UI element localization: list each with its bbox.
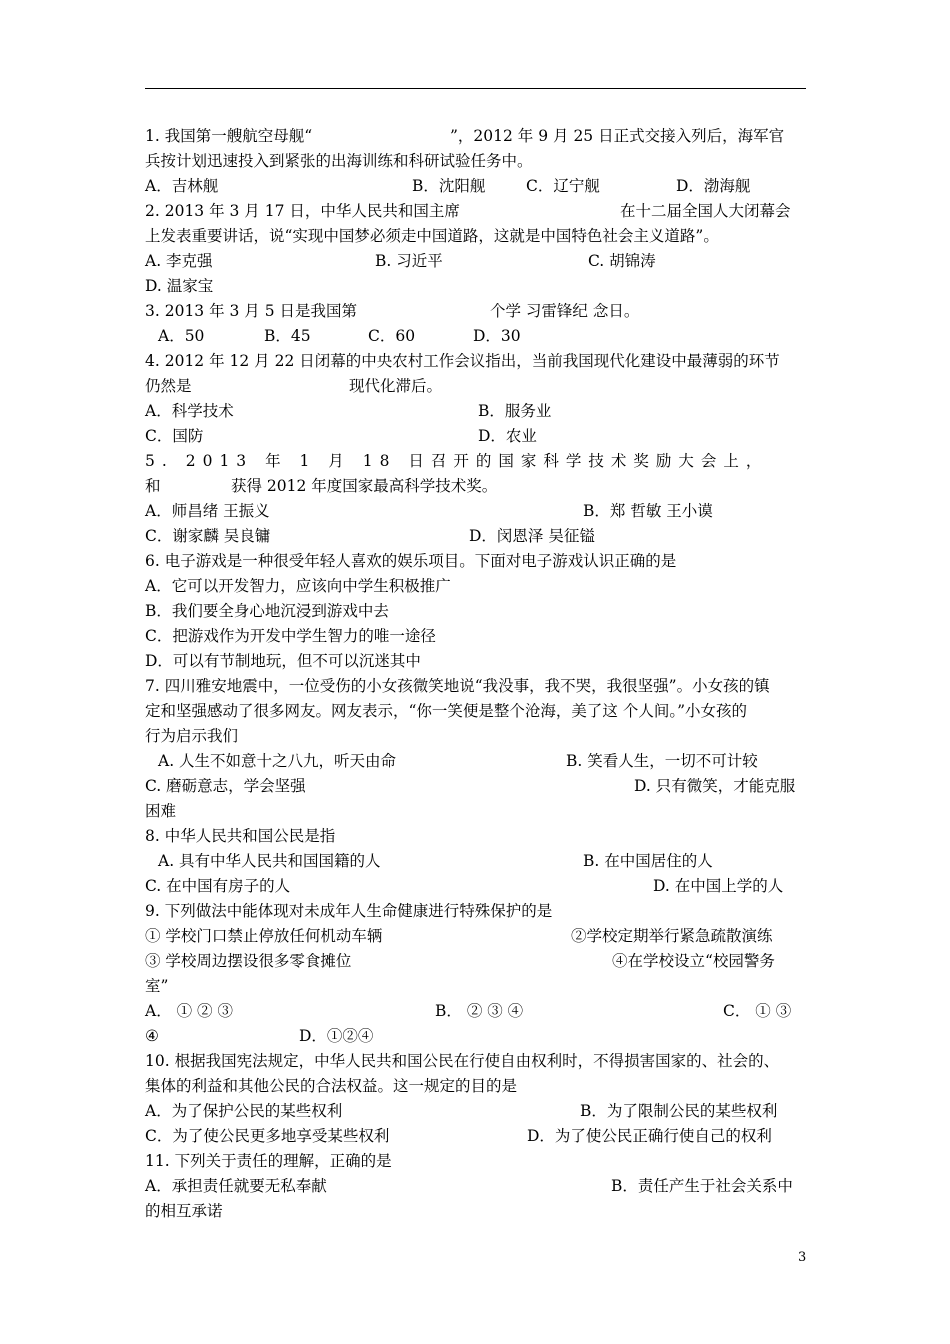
- q4-stem-line1: 4. 2012 年 12 月 22 日闭幕的中央农村工作会议指出，当前我国现代化建设中最薄弱的环节: [145, 352, 780, 370]
- q9-stem: 9. 下列做法中能体现对未成年人生命健康进行特殊保护的是: [145, 902, 553, 920]
- q10-stem-line1: 10. 根据我国宪法规定，中华人民共和国公民在行使自由权利时，不得损害国家的、社会的、: [145, 1052, 780, 1070]
- option-b: B． ② ③ ④: [435, 1002, 524, 1020]
- option-d: D．农业: [478, 427, 537, 445]
- q5-stem-line1: 5. 2013 年 1 月 18 日召开的国家科学技术奖励大会上，: [145, 452, 769, 470]
- q7-option-d-wrap: 困难: [145, 802, 177, 820]
- option-b: B．沈阳舰: [412, 177, 486, 195]
- item-4: ④在学校设立“校园警务: [612, 952, 775, 970]
- option-c: C． ① ③: [723, 1002, 792, 1020]
- option-c: C. 磨砺意志，学会坚强: [145, 777, 306, 795]
- q10-stem-line2: 集体的利益和其他公民的合法权益。这一规定的目的是: [145, 1077, 518, 1095]
- option-b: B．责任产生于社会关系中: [611, 1177, 793, 1195]
- q7-stem-line1: 7. 四川雅安地震中，一位受伤的小女孩微笑地说“我没事，我不哭，我很坚强”。小女孩的镇: [145, 677, 770, 695]
- q7-stem-line2: 定和坚强感动了很多网友。网友表示，“你一笑便是整个沧海，美了这 个人间。”小女孩的: [145, 702, 748, 720]
- item-2: ②学校定期举行紧急疏散演练: [571, 927, 773, 945]
- q8-stem: 8. 中华人民共和国公民是指: [145, 827, 336, 845]
- option-b: B. 习近平: [375, 252, 443, 270]
- q9-item-4-wrap: 室”: [145, 977, 169, 995]
- page-number: 3: [798, 1250, 807, 1265]
- option-a: A．为了保护公民的某些权利: [145, 1102, 343, 1120]
- option-c: C．国防: [145, 427, 204, 445]
- q6-option-d: D．可以有节制地玩，但不可以沉迷其中: [145, 652, 421, 670]
- option-a: A. 人生不如意十之八九，听天由命: [158, 752, 397, 770]
- q2-option-d: D. 温家宝: [145, 277, 214, 295]
- option-c-wrap: ④: [145, 1027, 159, 1045]
- option-b: B．为了限制公民的某些权利: [580, 1102, 778, 1120]
- q1-stem-line2: 兵按计划迅速投入到紧张的出海训练和科研试验任务中。: [145, 152, 533, 170]
- header-rule: [145, 88, 806, 89]
- option-c: C. 胡锦涛: [588, 252, 656, 270]
- item-3: ③ 学校周边摆设很多零食摊位: [145, 952, 352, 970]
- q7-stem-line3: 行为启示我们: [145, 727, 239, 745]
- item-1: ① 学校门口禁止停放任何机动车辆: [145, 927, 383, 945]
- q2-stem-line2: 上发表重要讲话，说“实现中国梦必须走中国道路，这就是中国特色社会主义道路”。: [145, 227, 719, 245]
- option-d: D．①②④: [299, 1027, 374, 1045]
- option-a: A．科学技术: [145, 402, 234, 420]
- option-d: D．为了使公民正确行使自己的权利: [527, 1127, 772, 1145]
- option-a: A. 具有中华人民共和国国籍的人: [158, 852, 381, 870]
- option-c: C. 在中国有房子的人: [145, 877, 291, 895]
- option-c: C．60: [368, 327, 416, 345]
- option-a: A. 李克强: [145, 252, 213, 270]
- option-d: D．30: [473, 327, 521, 345]
- option-a: A．50: [158, 327, 205, 345]
- q11-option-b-wrap: 的相互承诺: [145, 1202, 223, 1220]
- option-b: B. 在中国居住的人: [583, 852, 713, 870]
- option-a: A．承担责任就要无私奉献: [145, 1177, 327, 1195]
- option-b: B．45: [264, 327, 311, 345]
- option-d: D．闵恩泽 吴征镒: [469, 527, 595, 545]
- q11-stem: 11. 下列关于责任的理解，正确的是: [145, 1152, 392, 1170]
- option-b: B. 笑看人生，一切不可计较: [566, 752, 758, 770]
- option-d: D. 在中国上学的人: [653, 877, 784, 895]
- option-c: C．谢家麟 吴良镛: [145, 527, 271, 545]
- option-a: A． ① ② ③: [145, 1002, 233, 1020]
- option-d: D. 只有微笑，才能克服: [634, 777, 796, 795]
- q6-option-b: B．我们要全身心地沉浸到游戏中去: [145, 602, 389, 620]
- option-c: C．为了使公民更多地享受某些权利: [145, 1127, 390, 1145]
- q6-option-a: A．它可以开发智力，应该向中学生积极推广: [145, 577, 451, 595]
- option-c: C．辽宁舰: [526, 177, 600, 195]
- option-d: D．渤海舰: [676, 177, 751, 195]
- option-a: A．师昌绪 王振义: [145, 502, 270, 520]
- option-b: B．服务业: [478, 402, 552, 420]
- option-b: B．郑 哲敏 王小谟: [583, 502, 713, 520]
- q6-option-c: C．把游戏作为开发中学生智力的唯一途径: [145, 627, 436, 645]
- q6-stem: 6. 电子游戏是一种很受年轻人喜欢的娱乐项目。下面对电子游戏认识正确的是: [145, 552, 677, 570]
- option-a: A．吉林舰: [145, 177, 219, 195]
